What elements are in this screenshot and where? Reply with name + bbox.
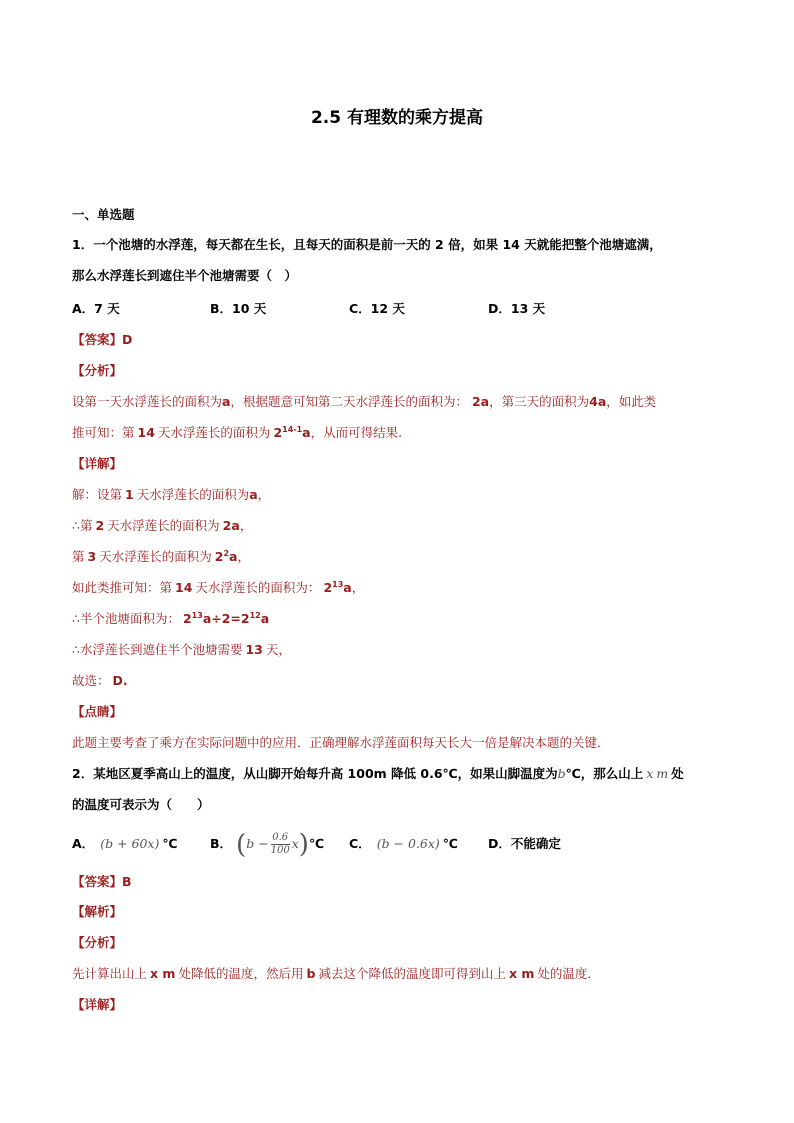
option-math: (b − 0.6x) xyxy=(376,836,440,851)
q1-option-c: C．12 天 xyxy=(349,301,405,316)
text: 1 xyxy=(125,487,134,502)
text: ∴半个池塘面积为： xyxy=(72,611,180,626)
answer-label: 【答案】 xyxy=(72,332,123,347)
q2-analysis-label xyxy=(72,935,122,951)
text: 故选： xyxy=(72,673,110,688)
q1-analysis-line-2 xyxy=(72,425,402,441)
text: 天水浮莲长的面积为 xyxy=(99,549,212,564)
q2-analysis xyxy=(72,966,600,982)
q1-option-a: A．7 天 xyxy=(72,301,120,316)
explain-label: 【解析】 xyxy=(72,904,123,919)
text: 天水浮莲长的面积为 xyxy=(107,518,220,533)
q1-detail-line-3 xyxy=(72,549,250,565)
q2-explain-label xyxy=(72,904,122,920)
text: a xyxy=(222,394,231,409)
section-heading: 一、单选题 xyxy=(72,207,135,222)
text: 13 xyxy=(245,642,263,657)
text: 推可知：第 xyxy=(72,425,135,440)
text: 2 xyxy=(323,580,333,595)
page-title: 2.5 有理数的乘方提高 xyxy=(310,108,484,128)
analysis-label: 【分析】 xyxy=(72,935,123,950)
text: x m xyxy=(150,966,176,981)
text: 2．某地区夏季高山上的温度，从山脚开始每升高 100m 降低 0.6℃，如果山脚温度为 xyxy=(72,766,558,781)
text: a xyxy=(229,549,238,564)
answer-label: 【答案】 xyxy=(72,874,123,889)
q1-detail-line-5 xyxy=(72,611,269,627)
text: 处 xyxy=(671,766,684,781)
q1-comment-label xyxy=(72,704,122,720)
text: 2 xyxy=(214,549,224,564)
text: 先计算出山上 xyxy=(72,966,148,981)
q1-stem-line-2: 那么水浮莲长到遮住半个池塘需要（ ） xyxy=(72,268,298,283)
option-label: B． xyxy=(210,836,233,851)
text: 处的温度． xyxy=(537,966,600,981)
math-var: b xyxy=(557,766,566,781)
text: a xyxy=(302,425,311,440)
text: 天水浮莲长的面积为 xyxy=(136,487,250,502)
q2-option-b: B． (b − $\frac{0.6}{100}$ x)℃ xyxy=(210,829,325,860)
q2-option-a xyxy=(72,836,177,852)
text: ∴第 xyxy=(72,518,93,533)
fraction-denominator: 100 xyxy=(270,845,290,856)
q2-detail-label xyxy=(72,997,122,1013)
q1-detail-line-1 xyxy=(72,487,270,503)
q1-analysis-label xyxy=(72,363,122,379)
q2-option-d: D．不能确定 xyxy=(488,836,561,851)
q1-detail-line-2 xyxy=(72,518,252,534)
q1-detail-line-4 xyxy=(72,580,364,596)
q1-option-d: D．13 天 xyxy=(488,301,546,316)
text: D. xyxy=(112,673,128,688)
text: 解：设第 xyxy=(72,487,123,502)
text: a xyxy=(343,580,352,595)
q1-detail-label xyxy=(72,456,122,472)
option-unit: ℃ xyxy=(442,836,458,851)
q1-detail-line-7 xyxy=(72,673,128,689)
answer-value: B xyxy=(122,874,132,889)
option-math: (b + 60x) xyxy=(100,836,160,851)
math-unit: m xyxy=(656,766,669,781)
text: ， xyxy=(351,580,365,595)
q1-option-b: B．10 天 xyxy=(210,301,267,316)
detail-label: 【详解】 xyxy=(72,456,123,471)
fraction-numerator: 0.6 xyxy=(272,832,289,843)
answer-value: D xyxy=(122,332,133,347)
text: a xyxy=(260,611,270,626)
superscript: 13 xyxy=(191,611,203,620)
text: ， xyxy=(237,549,250,564)
text: ℃，那么山上 xyxy=(565,766,644,781)
text: 如此类推可知：第 xyxy=(72,580,173,595)
option-unit: ℃ xyxy=(308,836,325,851)
q1-comment: 此题主要考查了乘方在实际问题中的应用．正确理解水浮莲面积每天长大一倍是解决本题的关键． xyxy=(72,735,610,750)
text: 天， xyxy=(265,642,291,657)
text: a xyxy=(249,487,258,502)
text: 2a xyxy=(222,518,240,533)
superscript: 12 xyxy=(249,611,261,620)
text: ，如此类 xyxy=(606,394,657,409)
text: 天水浮莲长的面积为： xyxy=(195,580,321,595)
fraction xyxy=(271,832,290,857)
text: 14 xyxy=(175,580,193,595)
math-var: x xyxy=(646,766,654,781)
text: 4a xyxy=(589,394,607,409)
text: 3 xyxy=(87,549,97,564)
q2-stem-line-1 xyxy=(72,766,684,782)
superscript: 14-1 xyxy=(282,425,303,434)
option-math: x xyxy=(291,836,299,851)
option-label: A． xyxy=(72,836,95,851)
q1-answer xyxy=(72,332,132,348)
analysis-label: 【分析】 xyxy=(72,363,123,378)
text: x m xyxy=(508,966,535,981)
text: 处降低的温度，然后用 xyxy=(178,966,304,981)
text: ，根据题意可知第二天水浮莲长的面积为： xyxy=(230,394,468,409)
text: 减去这个降低的温度即可得到山上 xyxy=(318,966,506,981)
option-unit: ℃ xyxy=(162,836,178,851)
text: ， xyxy=(257,487,271,502)
q1-stem-line-1: 1．一个池塘的水浮莲，每天都在生长，且每天的面积是前一天的 2 倍，如果 14 天就能把整个池塘遮满， xyxy=(72,237,662,252)
q2-answer xyxy=(72,874,132,890)
text: ， xyxy=(239,518,253,533)
q2-option-c xyxy=(349,836,458,852)
text: 设第一天水浮莲长的面积为 xyxy=(72,394,223,409)
detail-label: 【详解】 xyxy=(72,997,123,1012)
text: a÷2=2 xyxy=(202,611,250,626)
text: ∴水浮莲长到遮住半个池塘需要 xyxy=(72,642,243,657)
q2-stem-line-2: 的温度可表示为（ ） xyxy=(72,797,210,812)
text: ，从而可得结果. xyxy=(310,425,403,440)
superscript: 2 xyxy=(223,549,230,558)
q1-detail-line-6 xyxy=(72,642,291,658)
q1-analysis-line-1 xyxy=(72,394,656,410)
text: ，第三天的面积为 xyxy=(489,394,590,409)
text: 2 xyxy=(95,518,105,533)
option-label: C． xyxy=(349,836,371,851)
text: 14 xyxy=(137,425,155,440)
text: b xyxy=(306,966,316,981)
superscript: 13 xyxy=(332,580,344,589)
text: 2a xyxy=(471,394,490,409)
text: 天水浮莲长的面积为 xyxy=(157,425,271,440)
text: 2 xyxy=(182,611,192,626)
text: 2 xyxy=(273,425,283,440)
text: 第 xyxy=(72,549,85,564)
comment-label: 【点睛】 xyxy=(72,704,123,719)
option-math: b − xyxy=(246,836,269,851)
